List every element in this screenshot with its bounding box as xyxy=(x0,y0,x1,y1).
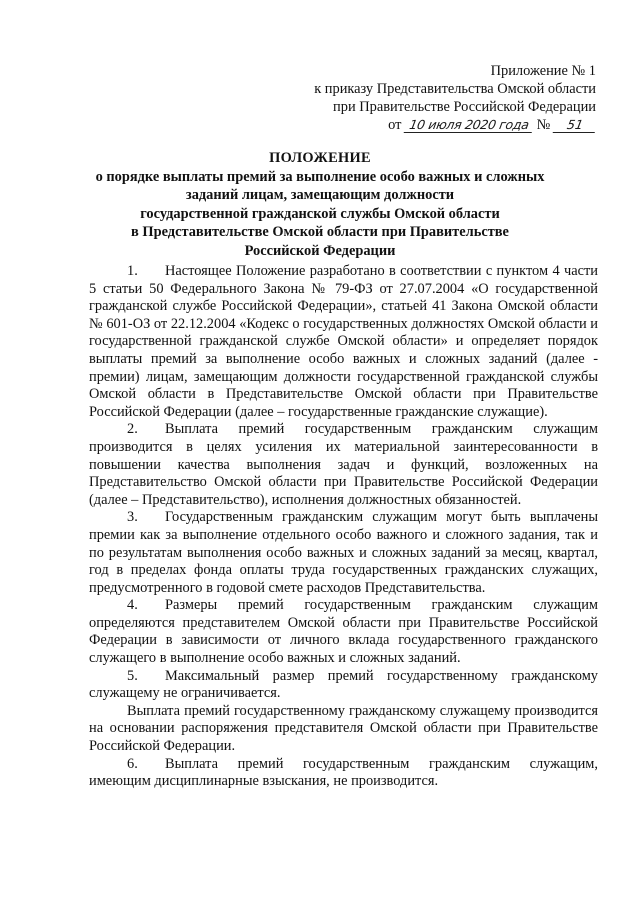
paragraph-3 xyxy=(89,509,598,597)
document-body xyxy=(89,263,598,791)
annex-authority: при Правительстве Российской Федерации xyxy=(333,99,596,115)
annex-header xyxy=(314,62,596,134)
paragraph-text: Максимальный размер премий государственному гражданскому служащему не ограничивается. xyxy=(89,667,598,702)
date-prefix: от xyxy=(388,117,402,133)
title-line: о порядке выплаты премий за выполнение особо важных и сложных xyxy=(95,168,545,185)
handwritten-number: 51 xyxy=(553,118,598,133)
paragraph-number: 5. xyxy=(127,667,138,684)
title-line: заданий лицам, замещающим должности xyxy=(185,187,455,203)
handwritten-date: 10 июля 2020 года xyxy=(404,118,535,133)
paragraph-1 xyxy=(89,263,598,421)
paragraph-number: 6. xyxy=(127,755,138,772)
annex-number: Приложение № 1 xyxy=(490,63,596,79)
paragraph-number: 4. xyxy=(127,597,138,614)
document-title xyxy=(95,149,545,260)
annex-order-ref: к приказу Представительства Омской области xyxy=(314,81,596,97)
title-line: государственной гражданской службы Омской области xyxy=(140,205,500,222)
paragraph-text: Выплата премий государственным гражданским служащим производится в целях усиления их материальной заинтересованности в повышении качества выполнения задач и функций, возложенных на Представительство Омской области при Правительстве Российской Федерации (далее – Представительство), исполнения должностных обязанностей. xyxy=(89,421,598,508)
paragraph-4 xyxy=(89,597,598,667)
paragraph-number: 3. xyxy=(127,509,138,526)
paragraph-6 xyxy=(89,756,598,791)
title-line: в Представительстве Омской области при Правительстве xyxy=(131,224,509,240)
title-heading: ПОЛОЖЕНИЕ xyxy=(269,150,371,166)
paragraph-number: 1. xyxy=(127,263,138,279)
title-line: Российской Федерации xyxy=(244,242,396,259)
paragraph-number: 2. xyxy=(127,421,138,438)
number-label: № xyxy=(536,117,551,133)
paragraph-5-continued xyxy=(89,703,598,756)
paragraph-text: Государственным гражданским служащим могут быть выплачены премии как за выполнение отдельного особо важного и сложного задания, так и по результатам выполнения особо важных и сложных заданий за месяц, квартал, год в пределах фонда оплаты труда государственных гражданских служащих, предусмотренного в годовой смете расходов Представительства. xyxy=(89,509,598,596)
paragraph-2 xyxy=(89,421,598,509)
paragraph-text: Выплата премий государственному гражданскому служащему производится на основании распоряжения представителя Омской области при Правительстве Российской Федерации. xyxy=(89,702,598,755)
paragraph-text: Выплата премий государственным гражданским служащим, имеющим дисциплинарные взыскания, не производится. xyxy=(89,755,598,790)
annex-date-row xyxy=(314,116,596,134)
paragraph-text: Размеры премий государственным гражданским служащим определяются представителем Омской области при Правительстве Российской Федерации в зависимости от личного вклада государственного гражданского служащего в выполнение особо важных и сложных заданий. xyxy=(89,597,598,667)
paragraph-text: Настоящее Положение разработано в соответствии с пунктом 4 части 5 статьи 50 Федерального Закона № 79-ФЗ от 27.07.2004 «О государственной гражданской службе Российской Федерации», статьей 41 Закона Омской области № 601-ОЗ от 22.12.2004 «Кодекс о государственных должностях Омской области и государственной гражданской службе Омской области» и определяет порядок выплаты премий за выполнение особо важных и сложных заданий (далее - премии) лицам, замещающим должности государственной гражданской службы Омской области в Представительстве Омской области при Правительстве Российской Федерации (далее – государственные гражданские служащие). xyxy=(89,263,598,420)
paragraph-5 xyxy=(89,668,598,703)
